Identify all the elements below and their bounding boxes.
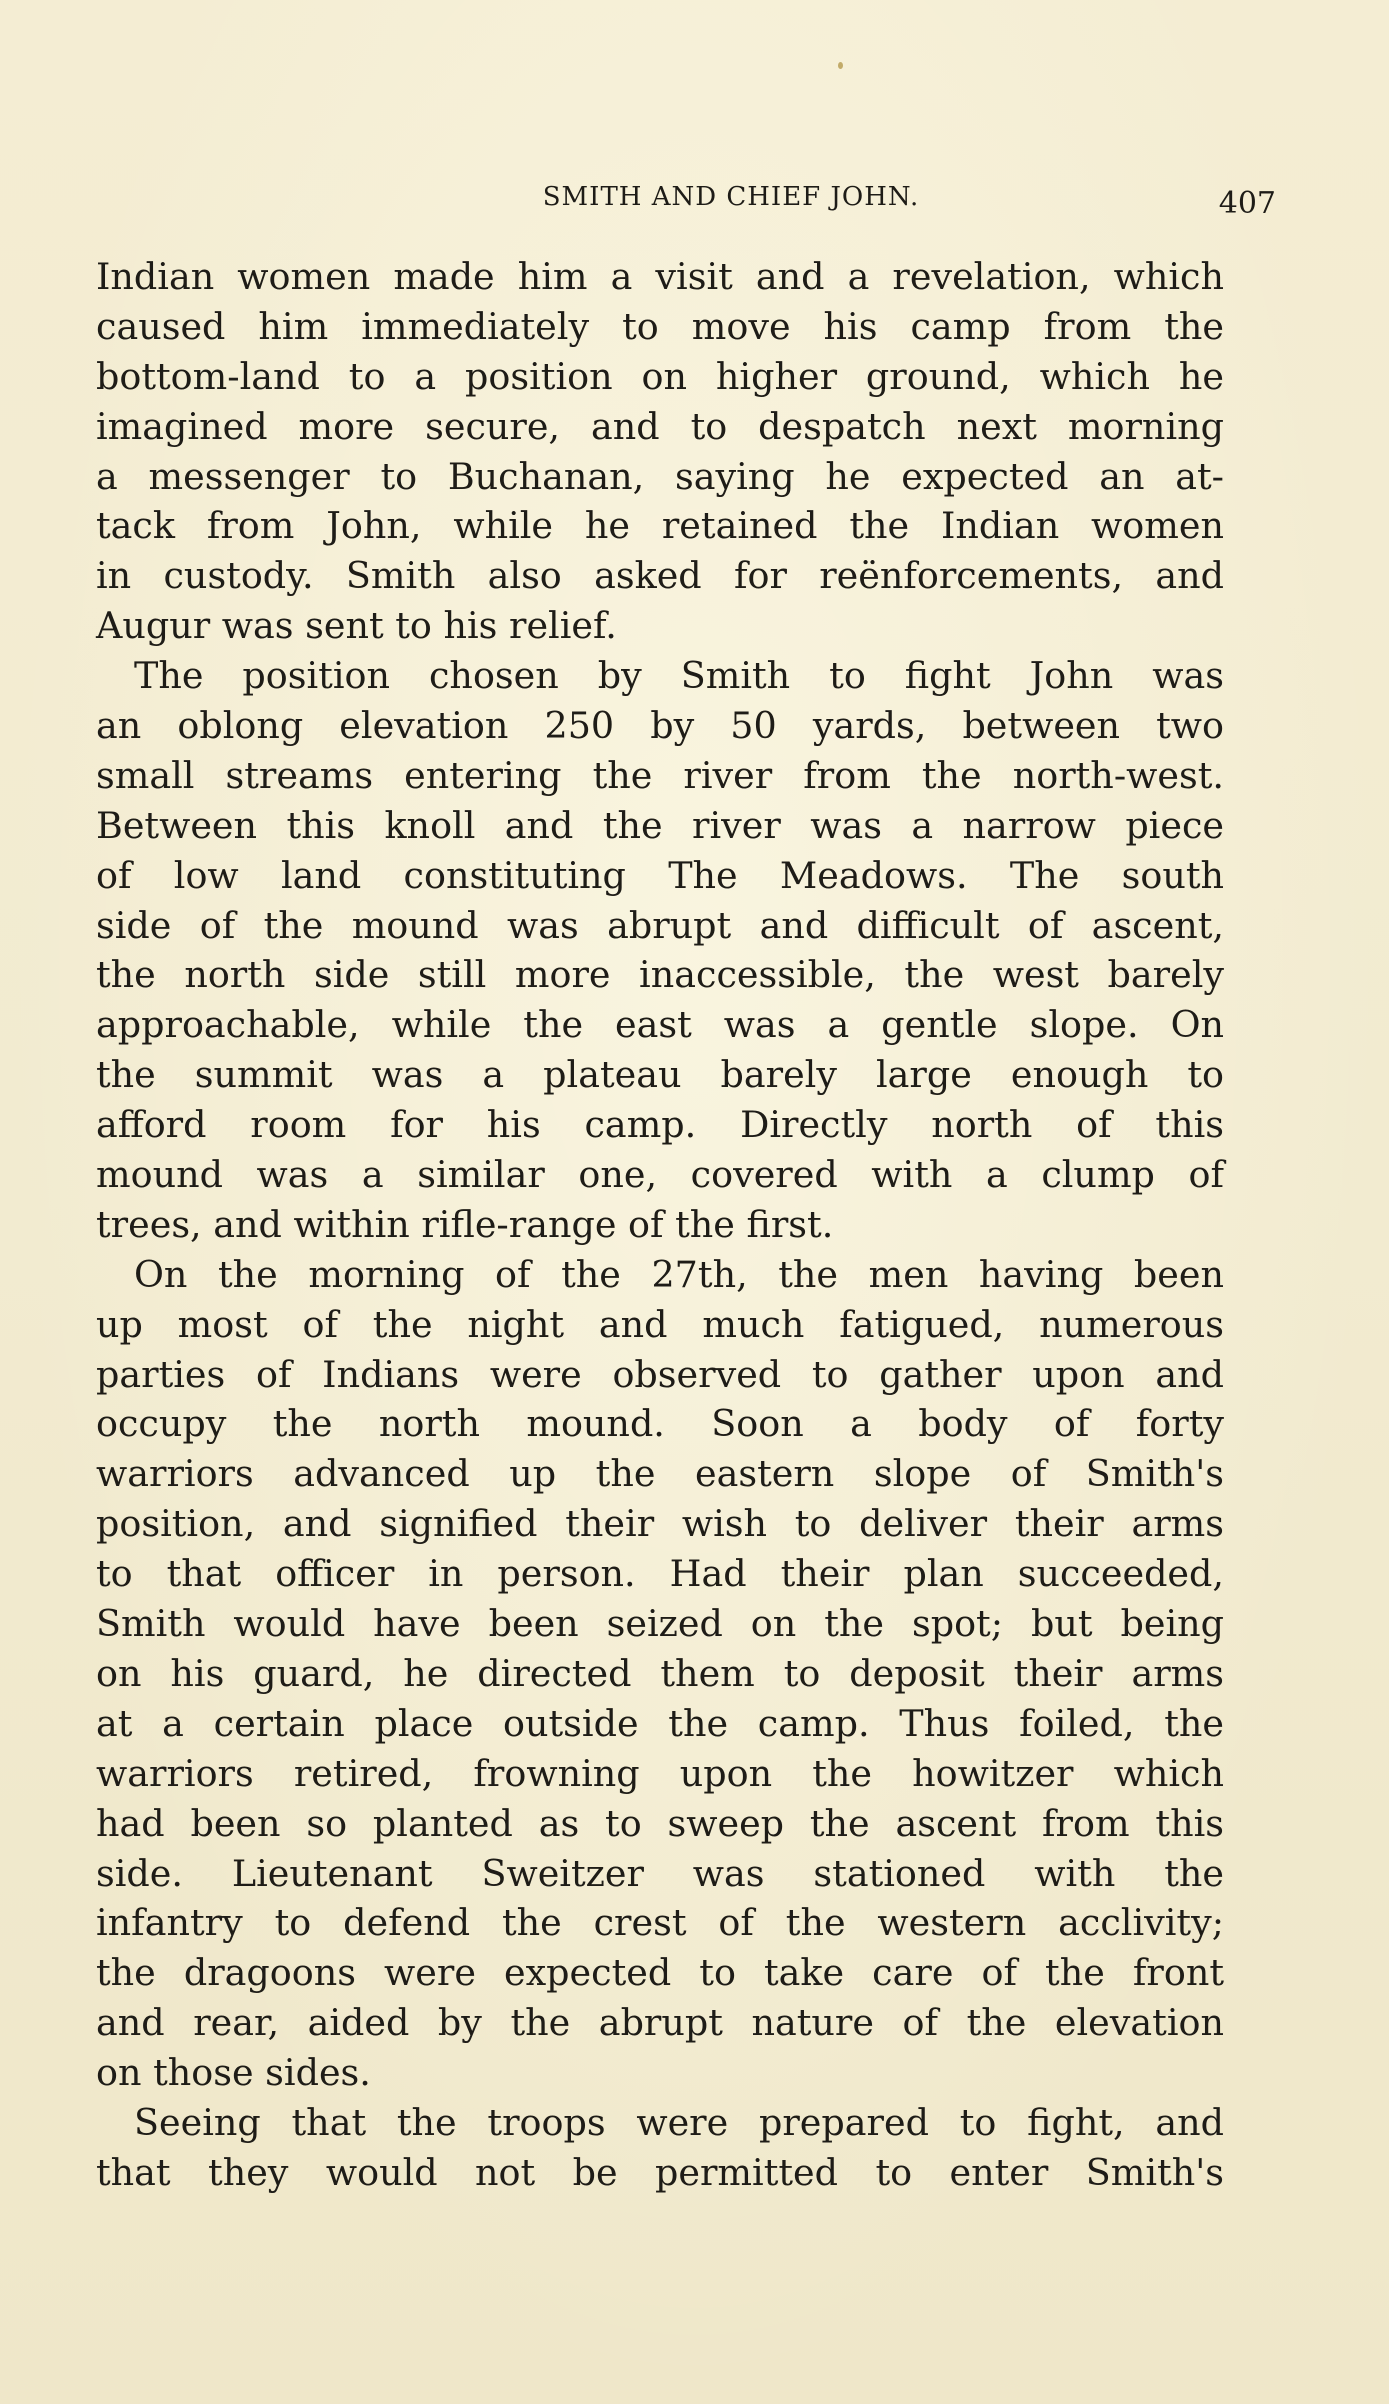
text-line: approachable, while the east was a gentle slope. On — [96, 1003, 1224, 1047]
text-line: of low land constituting The Meadows. The south — [96, 853, 1224, 897]
text-line: imagined more secure, and to despatch next morning — [96, 404, 1224, 448]
page-number: 407 — [1218, 186, 1276, 221]
text-line: up most of the night and much fatigued, numerous — [96, 1302, 1224, 1346]
text-line: Indian women made him a visit and a revelation, which — [96, 255, 1224, 298]
text-line: in custody. Smith also asked for reënforcements, and — [96, 554, 1224, 598]
running-head — [96, 178, 1276, 222]
text-line: a messenger to Buchanan, saying he expected an at- — [96, 454, 1224, 498]
paragraph-start-line: Seeing that the troops were prepared to fight, and — [134, 2100, 1224, 2144]
text-line: infantry to defend the crest of the western acclivity; — [96, 1901, 1224, 1945]
text-line: at a certain place outside the camp. Thus foiled, the — [96, 1701, 1224, 1745]
text-line: parties of Indians were observed to gather upon and — [96, 1352, 1224, 1396]
text-line: small streams entering the river from the north-west. — [96, 753, 1224, 797]
paragraph-start-line: The position chosen by Smith to fight John was — [134, 654, 1224, 698]
text-line: had been so planted as to sweep the ascent from this — [96, 1801, 1224, 1845]
text-line: warriors retired, frowning upon the howitzer which — [96, 1751, 1224, 1795]
text-line: an oblong elevation 250 by 50 yards, between two — [96, 704, 1224, 748]
text-line: on his guard, he directed them to deposit their arms — [96, 1651, 1224, 1695]
text-line: bottom-land to a position on higher ground, which he — [96, 354, 1224, 398]
text-line: the dragoons were expected to take care of the front — [96, 1951, 1224, 1995]
body-text — [96, 252, 1224, 2198]
text-line: and rear, aided by the abrupt nature of the elevation — [96, 2001, 1224, 2045]
text-line: mound was a similar one, covered with a clump of — [96, 1153, 1224, 1197]
text-line: Smith would have been seized on the spot; but being — [96, 1602, 1224, 1646]
text-line: the summit was a plateau barely large enough to — [96, 1053, 1224, 1097]
text-line: that they would not be permitted to enter Smith's — [96, 2150, 1224, 2194]
running-title: SMITH AND CHIEF JOHN. — [542, 182, 920, 212]
text-line: side of the mound was abrupt and difficult of ascent, — [96, 903, 1224, 947]
text-line: to that officer in person. Had their plan succeeded, — [96, 1552, 1224, 1596]
text-line: occupy the north mound. Soon a body of forty — [96, 1402, 1224, 1446]
text-line: side. Lieutenant Sweitzer was stationed with the — [96, 1851, 1224, 1895]
text-line: on those sides. — [96, 2051, 371, 2095]
text-line: Between this knoll and the river was a narrow piece — [96, 803, 1224, 847]
text-line: the north side still more inaccessible, the west barely — [96, 953, 1224, 997]
text-line: position, and signified their wish to deliver their arms — [96, 1502, 1224, 1546]
paper-speck — [838, 62, 843, 69]
text-line: afford room for his camp. Directly north of this — [96, 1103, 1224, 1147]
text-line: trees, and within rifle-range of the first. — [96, 1202, 834, 1246]
paragraph-start-line: On the morning of the 27th, the men having been — [134, 1252, 1224, 1296]
text-line: caused him immediately to move his camp from the — [96, 304, 1224, 348]
text-line: Augur was sent to his relief. — [96, 604, 617, 648]
text-line: warriors advanced up the eastern slope of Smith's — [96, 1452, 1224, 1496]
text-line: tack from John, while he retained the Indian women — [96, 504, 1224, 548]
